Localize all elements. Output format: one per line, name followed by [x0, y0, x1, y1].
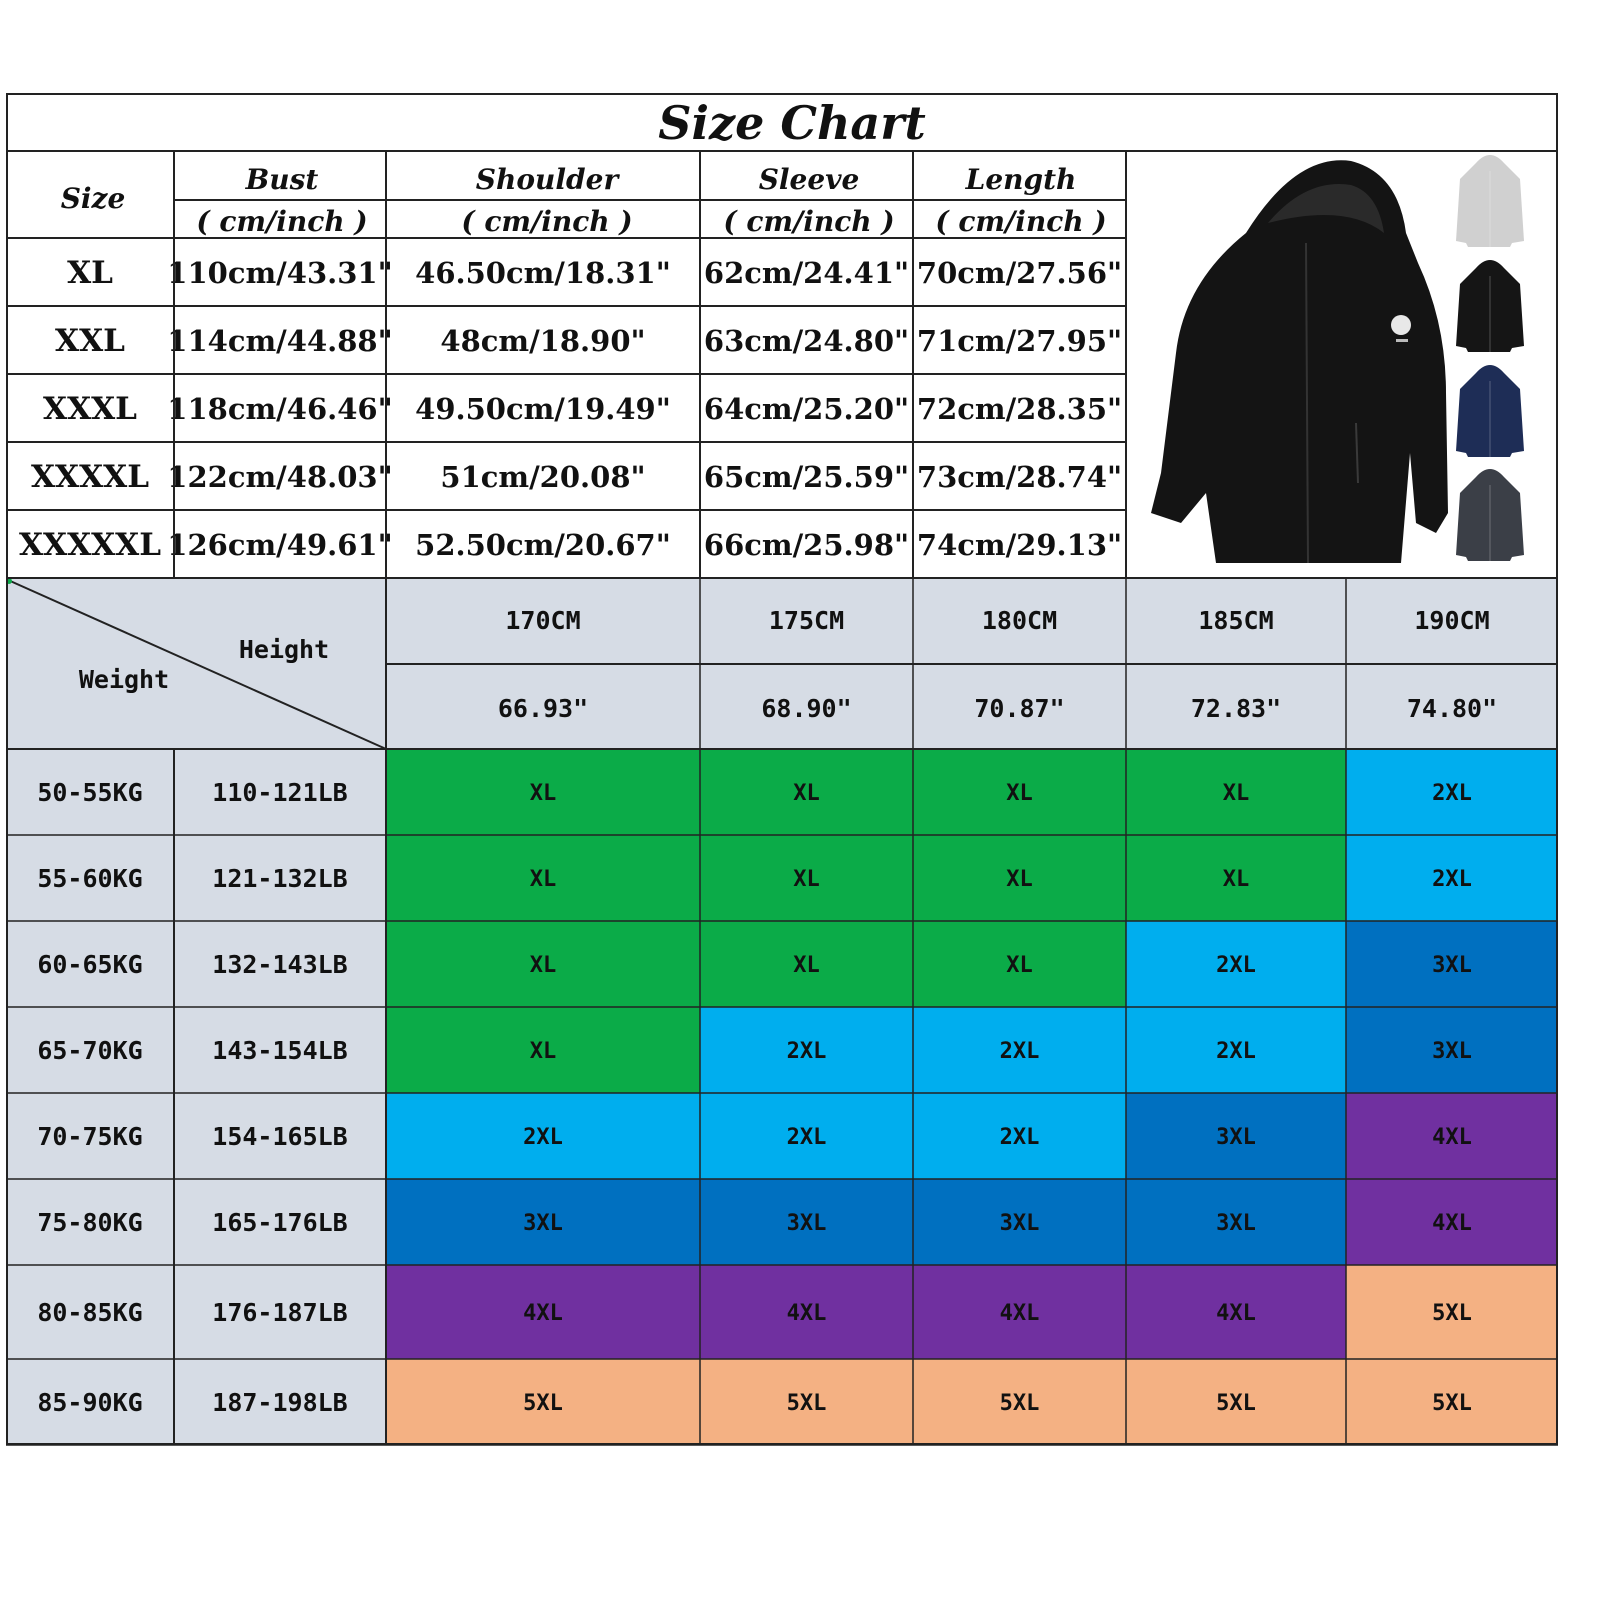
recommended-size: 3XL: [1216, 1125, 1256, 1150]
measurement-value: 126cm/49.61": [167, 528, 393, 562]
bust-unit: ( cm/inch ): [196, 205, 368, 238]
recommended-size: XL: [529, 867, 557, 892]
fit-rows: [6, 749, 1558, 1445]
measurement-value: 62cm/24.41": [703, 256, 910, 290]
measurement-value: 63cm/24.80": [703, 324, 910, 358]
measurement-value: 52.50cm/20.67": [415, 528, 671, 562]
recommended-size: 4XL: [786, 1301, 827, 1326]
light-gray-jacket-image: [1456, 155, 1524, 247]
weight-label: Weight: [78, 665, 170, 694]
recommended-size: XL: [529, 781, 557, 806]
measurement-value: 48cm/18.90": [440, 324, 646, 358]
recommended-size: XL: [1006, 781, 1033, 806]
recommended-size: XL: [529, 953, 557, 978]
size-chart: [6, 93, 1598, 1485]
recommended-size: 2XL: [1432, 867, 1472, 892]
height-inch: 70.87": [974, 694, 1065, 723]
recommended-size: 3XL: [1432, 1039, 1472, 1064]
height-label: Height: [238, 635, 330, 664]
weight-lb: 165-176LB: [212, 1208, 348, 1237]
size-label: XL: [67, 255, 113, 291]
measurement-value: 71cm/27.95": [916, 324, 1123, 358]
height-cm: 190CM: [1414, 606, 1490, 635]
navy-jacket-image: [1456, 365, 1524, 457]
recommended-size: 2XL: [523, 1125, 563, 1150]
chart-title: Size Chart: [658, 96, 926, 150]
sleeve-unit: ( cm/inch ): [723, 205, 895, 238]
size-label: XXXXL: [30, 459, 150, 495]
shoulder-unit: ( cm/inch ): [461, 205, 633, 238]
weight-lb: 187-198LB: [212, 1388, 348, 1417]
recommended-size: 2XL: [1216, 1039, 1256, 1064]
measurement-value: 110cm/43.31": [167, 256, 393, 290]
measurement-rows: [19, 255, 1122, 563]
recommended-size: 5XL: [999, 1391, 1040, 1416]
recommended-size: 4XL: [999, 1301, 1040, 1326]
recommended-size: 5XL: [1432, 1391, 1472, 1416]
recommended-size: 3XL: [1216, 1211, 1256, 1236]
fit-row: [6, 835, 1558, 921]
weight-kg: 55-60KG: [37, 864, 143, 893]
recommended-size: XL: [1222, 781, 1250, 806]
shoulder-header: Shoulder: [475, 163, 619, 196]
fit-row: [6, 921, 1558, 1007]
recommended-size: 5XL: [1216, 1391, 1256, 1416]
product-images: [1151, 155, 1524, 563]
recommended-size: XL: [529, 1039, 557, 1064]
measurement-value: 49.50cm/19.49": [415, 392, 671, 426]
recommended-size: XL: [793, 867, 820, 892]
recommended-size: 2XL: [786, 1125, 827, 1150]
measurement-value: 66cm/25.98": [703, 528, 910, 562]
height-cm: 170CM: [505, 606, 581, 635]
weight-kg: 65-70KG: [37, 1036, 143, 1065]
height-inch: 66.93": [497, 694, 589, 723]
recommended-size: XL: [1006, 953, 1033, 978]
recommended-size: XL: [1222, 867, 1250, 892]
recommended-size: 5XL: [523, 1391, 563, 1416]
sleeve-header: Sleeve: [758, 163, 860, 196]
recommended-size: 3XL: [1432, 953, 1472, 978]
recommended-size: XL: [793, 781, 820, 806]
weight-lb: 176-187LB: [212, 1298, 348, 1327]
length-unit: ( cm/inch ): [935, 205, 1107, 238]
black-hooded-jacket-image: [1151, 160, 1448, 563]
measurement-value: 65cm/25.59": [703, 460, 910, 494]
fit-row: [6, 1359, 1558, 1445]
recommended-size: 3XL: [999, 1211, 1040, 1236]
measurement-value: 51cm/20.08": [440, 460, 646, 494]
weight-kg: 60-65KG: [37, 950, 143, 979]
recommended-size: XL: [793, 953, 820, 978]
recommended-size: 4XL: [1216, 1301, 1256, 1326]
measurement-value: 70cm/27.56": [916, 256, 1123, 290]
recommended-size: 2XL: [786, 1039, 827, 1064]
weight-lb: 132-143LB: [212, 950, 348, 979]
measurement-value: 114cm/44.88": [167, 324, 393, 358]
size-header: Size: [60, 182, 126, 215]
weight-lb: 143-154LB: [212, 1036, 348, 1065]
height-cm: 185CM: [1198, 606, 1274, 635]
weight-kg: 80-85KG: [37, 1298, 143, 1327]
size-label: XXL: [55, 323, 125, 359]
height-inch: 68.90": [761, 694, 852, 723]
fit-row: [6, 749, 1558, 835]
recommended-size: 2XL: [999, 1039, 1040, 1064]
measurement-value: 74cm/29.13": [916, 528, 1123, 562]
measurement-value: 118cm/46.46": [167, 392, 393, 426]
recommended-size: 4XL: [523, 1301, 563, 1326]
fit-row: [6, 1265, 1558, 1359]
recommended-size: 5XL: [786, 1391, 827, 1416]
height-inch: 72.83": [1190, 694, 1282, 723]
fit-row: [6, 1179, 1558, 1265]
weight-lb: 121-132LB: [212, 864, 348, 893]
recommended-size: 2XL: [1216, 953, 1256, 978]
recommended-size: 3XL: [786, 1211, 827, 1236]
weight-lb: 110-121LB: [212, 778, 348, 807]
recommended-size: 4XL: [1432, 1125, 1472, 1150]
recommended-size: 5XL: [1432, 1301, 1472, 1326]
length-header: Length: [965, 163, 1077, 196]
height-inch: 74.80": [1406, 694, 1498, 723]
fit-row: [6, 1093, 1558, 1179]
bust-header: Bust: [245, 163, 319, 196]
recommended-size: 3XL: [523, 1211, 563, 1236]
recommended-size: 2XL: [999, 1125, 1040, 1150]
size-label: XXXL: [43, 391, 137, 427]
height-cm: 180CM: [981, 606, 1058, 635]
black-jacket-image: [1456, 260, 1524, 352]
dark-gray-jacket-image: [1456, 469, 1524, 561]
measurement-value: 46.50cm/18.31": [415, 256, 671, 290]
recommended-size: 2XL: [1432, 781, 1472, 806]
measurement-value: 122cm/48.03": [167, 460, 393, 494]
measurement-value: 64cm/25.20": [703, 392, 910, 426]
weight-kg: 85-90KG: [37, 1388, 143, 1417]
measurement-value: 72cm/28.35": [916, 392, 1123, 426]
size-label: XXXXXL: [18, 527, 162, 563]
height-cm: 175CM: [768, 606, 845, 635]
recommended-size: 4XL: [1432, 1211, 1472, 1236]
weight-kg: 50-55KG: [37, 778, 143, 807]
fit-row: [6, 1007, 1558, 1093]
weight-kg: 70-75KG: [37, 1122, 143, 1151]
weight-kg: 75-80KG: [37, 1208, 143, 1237]
recommended-size: XL: [1006, 867, 1033, 892]
weight-lb: 154-165LB: [212, 1122, 348, 1151]
measurement-value: 73cm/28.74": [916, 460, 1123, 494]
